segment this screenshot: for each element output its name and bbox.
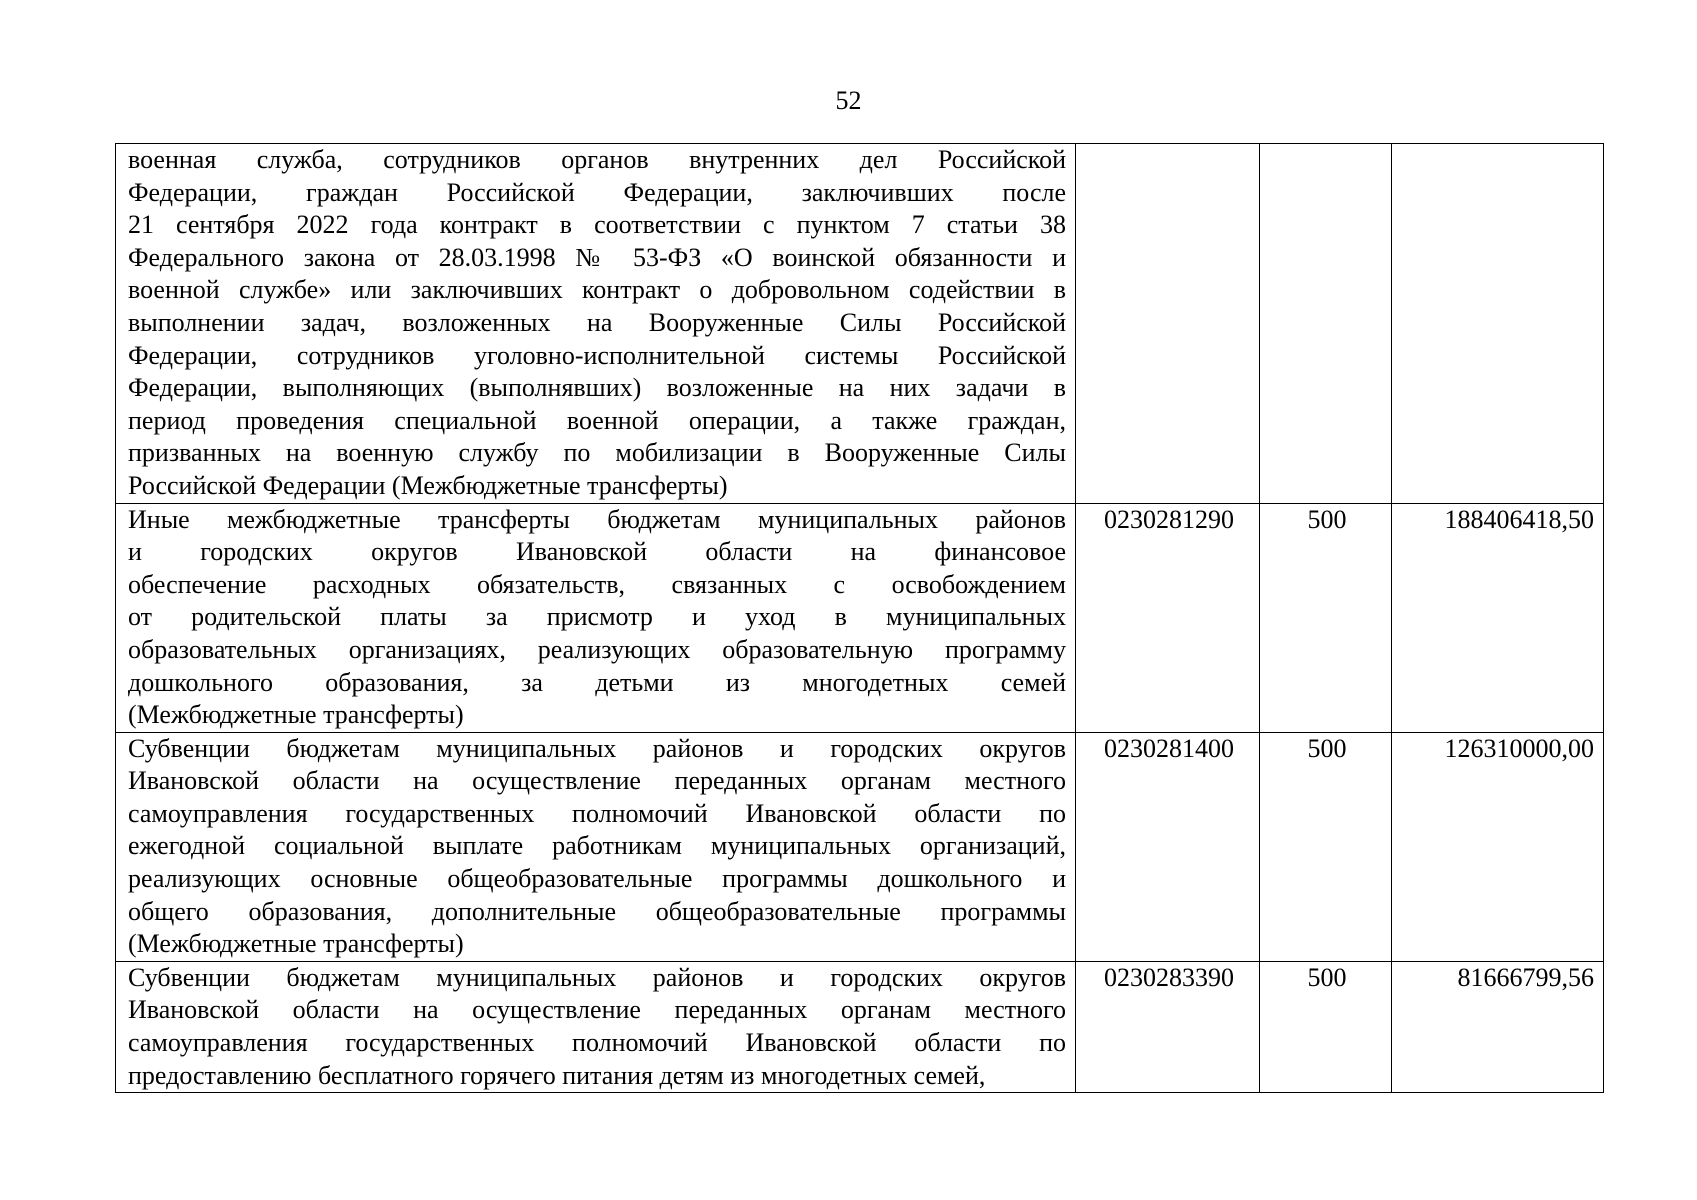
budget-table	[115, 143, 1604, 1093]
expense-type-code	[1260, 144, 1392, 504]
budget-table-body	[116, 144, 1604, 1093]
description-line: ежегодной социальной выплате работникам муниципальных организаций,	[128, 831, 1066, 861]
description-line: Российской Федерации (Межбюджетные трансферты)	[128, 470, 728, 500]
table-row	[116, 961, 1604, 1092]
description-line: дошкольного образования, за детьми из многодетных семей	[128, 667, 1066, 697]
description-line: предоставлению бесплатного горячего питания детям из многодетных семей,	[128, 1060, 986, 1090]
description-line: военной службе» или заключивших контракт о добровольном содействии в	[128, 275, 1066, 305]
description-line: реализующих основные общеобразовательные программы дошкольного и	[128, 864, 1066, 894]
description-line: Федерации, выполняющих (выполнявших) возложенные на них задачи в	[128, 373, 1066, 403]
description-line: самоуправления государственных полномочий Ивановской области по	[128, 1028, 1066, 1058]
description-line: Ивановской области на осуществление переданных органам местного	[128, 766, 1066, 796]
target-article-code	[1076, 144, 1260, 504]
amount-value: 188406418,50	[1392, 503, 1604, 732]
description-line: призванных на военную службу по мобилизации в Вооруженные Силы	[128, 438, 1066, 468]
expense-type-code: 500	[1260, 961, 1392, 1092]
description-line: общего образования, дополнительные общеобразовательные программы	[128, 896, 1066, 926]
description-line: и городских округов Ивановской области на финансовое	[128, 537, 1066, 567]
target-article-code: 0230281400	[1076, 732, 1260, 961]
description-line: Федерального закона от 28.03.1998 № 53-ФЗ «О воинской обязанности и	[128, 242, 1066, 272]
row-description	[116, 144, 1076, 504]
table-row	[116, 144, 1604, 504]
description-line: военная служба, сотрудников органов внутренних дел Российской	[128, 145, 1066, 174]
description-line: Субвенции бюджетам муниципальных районов и городских округов	[128, 962, 1066, 992]
page-number: 52	[835, 86, 862, 115]
table-row	[116, 732, 1604, 961]
description-line: самоуправления государственных полномочий Ивановской области по	[128, 798, 1066, 828]
expense-type-code: 500	[1260, 732, 1392, 961]
target-article-code: 0230283390	[1076, 961, 1260, 1092]
description-line: обеспечение расходных обязательств, связанных с освобождением	[128, 569, 1066, 599]
table-row	[116, 503, 1604, 732]
description-line: (Межбюджетные трансферты)	[128, 700, 464, 730]
description-line: период проведения специальной военной операции, а также граждан,	[128, 405, 1066, 435]
description-line: Федерации, сотрудников уголовно-исполнительной системы Российской	[128, 340, 1066, 370]
description-line: (Межбюджетные трансферты)	[128, 929, 464, 959]
description-line: Ивановской области на осуществление переданных органам местного	[128, 995, 1066, 1025]
description-line: выполнении задач, возложенных на Вооруженные Силы Российской	[128, 307, 1066, 337]
amount-value	[1392, 144, 1604, 504]
description-line: Федерации, граждан Российской Федерации, заключивших после	[128, 177, 1066, 207]
amount-value: 126310000,00	[1392, 732, 1604, 961]
description-line: от родительской платы за присмотр и уход в муниципальных	[128, 602, 1066, 632]
description-line: Субвенции бюджетам муниципальных районов и городских округов	[128, 733, 1066, 763]
row-description	[116, 732, 1076, 961]
description-line: 21 сентября 2022 года контракт в соответствии с пунктом 7 статьи 38	[128, 210, 1066, 240]
row-description	[116, 961, 1076, 1092]
amount-value: 81666799,56	[1392, 961, 1604, 1092]
expense-type-code: 500	[1260, 503, 1392, 732]
description-line: образовательных организациях, реализующих образовательную программу	[128, 634, 1066, 664]
description-line: Иные межбюджетные трансферты бюджетам муниципальных районов	[128, 504, 1066, 534]
target-article-code: 0230281290	[1076, 503, 1260, 732]
row-description	[116, 503, 1076, 732]
